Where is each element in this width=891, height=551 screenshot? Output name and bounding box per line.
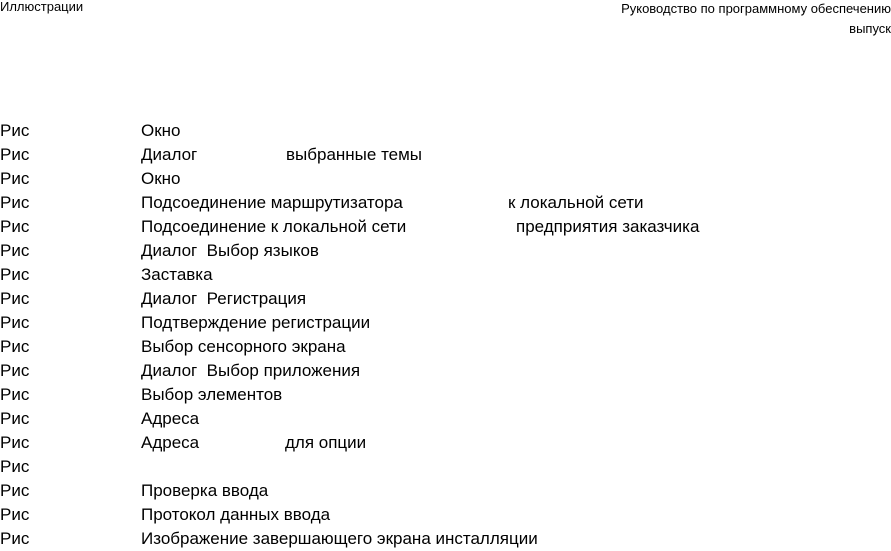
- figure-title-extra: к локальной сети: [508, 193, 644, 212]
- figure-row: [0, 503, 891, 527]
- figure-label: Рис: [0, 313, 30, 332]
- figure-label: Рис: [0, 289, 30, 308]
- header-document-title: [471, 0, 891, 39]
- figure-label: Рис: [0, 361, 30, 380]
- figure-label: Рис: [0, 217, 30, 236]
- figure-row: [0, 359, 891, 383]
- figure-title-extra: выбранные темы: [286, 145, 423, 164]
- figure-label: Рис: [0, 409, 30, 428]
- figure-title: Диалог Регистрация: [141, 289, 307, 308]
- figure-label: Рис: [0, 481, 30, 500]
- figure-title: Подсоединение к локальной сети: [141, 217, 407, 236]
- header-manual-name: Руководство по программному обеспечению: [621, 1, 891, 16]
- figure-title: Протокол данных ввода: [141, 505, 331, 524]
- figure-label: Рис: [0, 433, 30, 452]
- figure-row: [0, 383, 891, 407]
- figure-title: Изображение завершающего экрана инсталляции: [141, 529, 538, 548]
- figure-title-extra: предприятия заказчика: [516, 217, 700, 236]
- figure-row: [0, 455, 891, 479]
- figure-title-extra: для опции: [285, 433, 367, 452]
- figure-row: [0, 215, 891, 239]
- figure-row: [0, 335, 891, 359]
- figure-row: [0, 407, 891, 431]
- figure-title: Подсоединение маршрутизатора: [141, 193, 403, 212]
- figure-label: Рис: [0, 385, 30, 404]
- figure-title: Проверка ввода: [141, 481, 269, 500]
- figure-title: Подтверждение регистрации: [141, 313, 371, 332]
- header-section-title: Иллюстрации: [0, 0, 84, 14]
- figure-label: Рис: [0, 337, 30, 356]
- figure-title: Выбор сенсорного экрана: [141, 337, 346, 356]
- figure-row: [0, 119, 891, 143]
- figure-title: Диалог Выбор приложения: [141, 361, 361, 380]
- figure-row: [0, 311, 891, 335]
- figure-row: [0, 191, 891, 215]
- figure-row: [0, 263, 891, 287]
- figure-row: [0, 143, 891, 167]
- figure-title: Диалог: [141, 145, 198, 164]
- figure-label: Рис: [0, 169, 30, 188]
- figure-title: Заставка: [141, 265, 213, 284]
- figure-label: Рис: [0, 457, 30, 476]
- figure-title: Адреса: [141, 433, 200, 452]
- figure-title: Окно: [141, 121, 181, 140]
- figure-row: [0, 479, 891, 503]
- figure-title: Адреса: [141, 409, 200, 428]
- figure-label: Рис: [0, 121, 30, 140]
- figure-label: Рис: [0, 529, 30, 548]
- figure-list: [0, 119, 891, 551]
- figure-label: Рис: [0, 145, 30, 164]
- figure-title: Выбор элементов: [141, 385, 283, 404]
- figure-row: [0, 239, 891, 263]
- figure-row: [0, 167, 891, 191]
- figure-label: Рис: [0, 193, 30, 212]
- figure-row: [0, 431, 891, 455]
- figure-title: Окно: [141, 169, 181, 188]
- figure-label: Рис: [0, 241, 30, 260]
- header-release: выпуск: [849, 21, 891, 36]
- figure-label: Рис: [0, 505, 30, 524]
- figure-row: [0, 527, 891, 551]
- figure-title: Диалог Выбор языков: [141, 241, 319, 260]
- figure-row: [0, 287, 891, 311]
- figure-label: Рис: [0, 265, 30, 284]
